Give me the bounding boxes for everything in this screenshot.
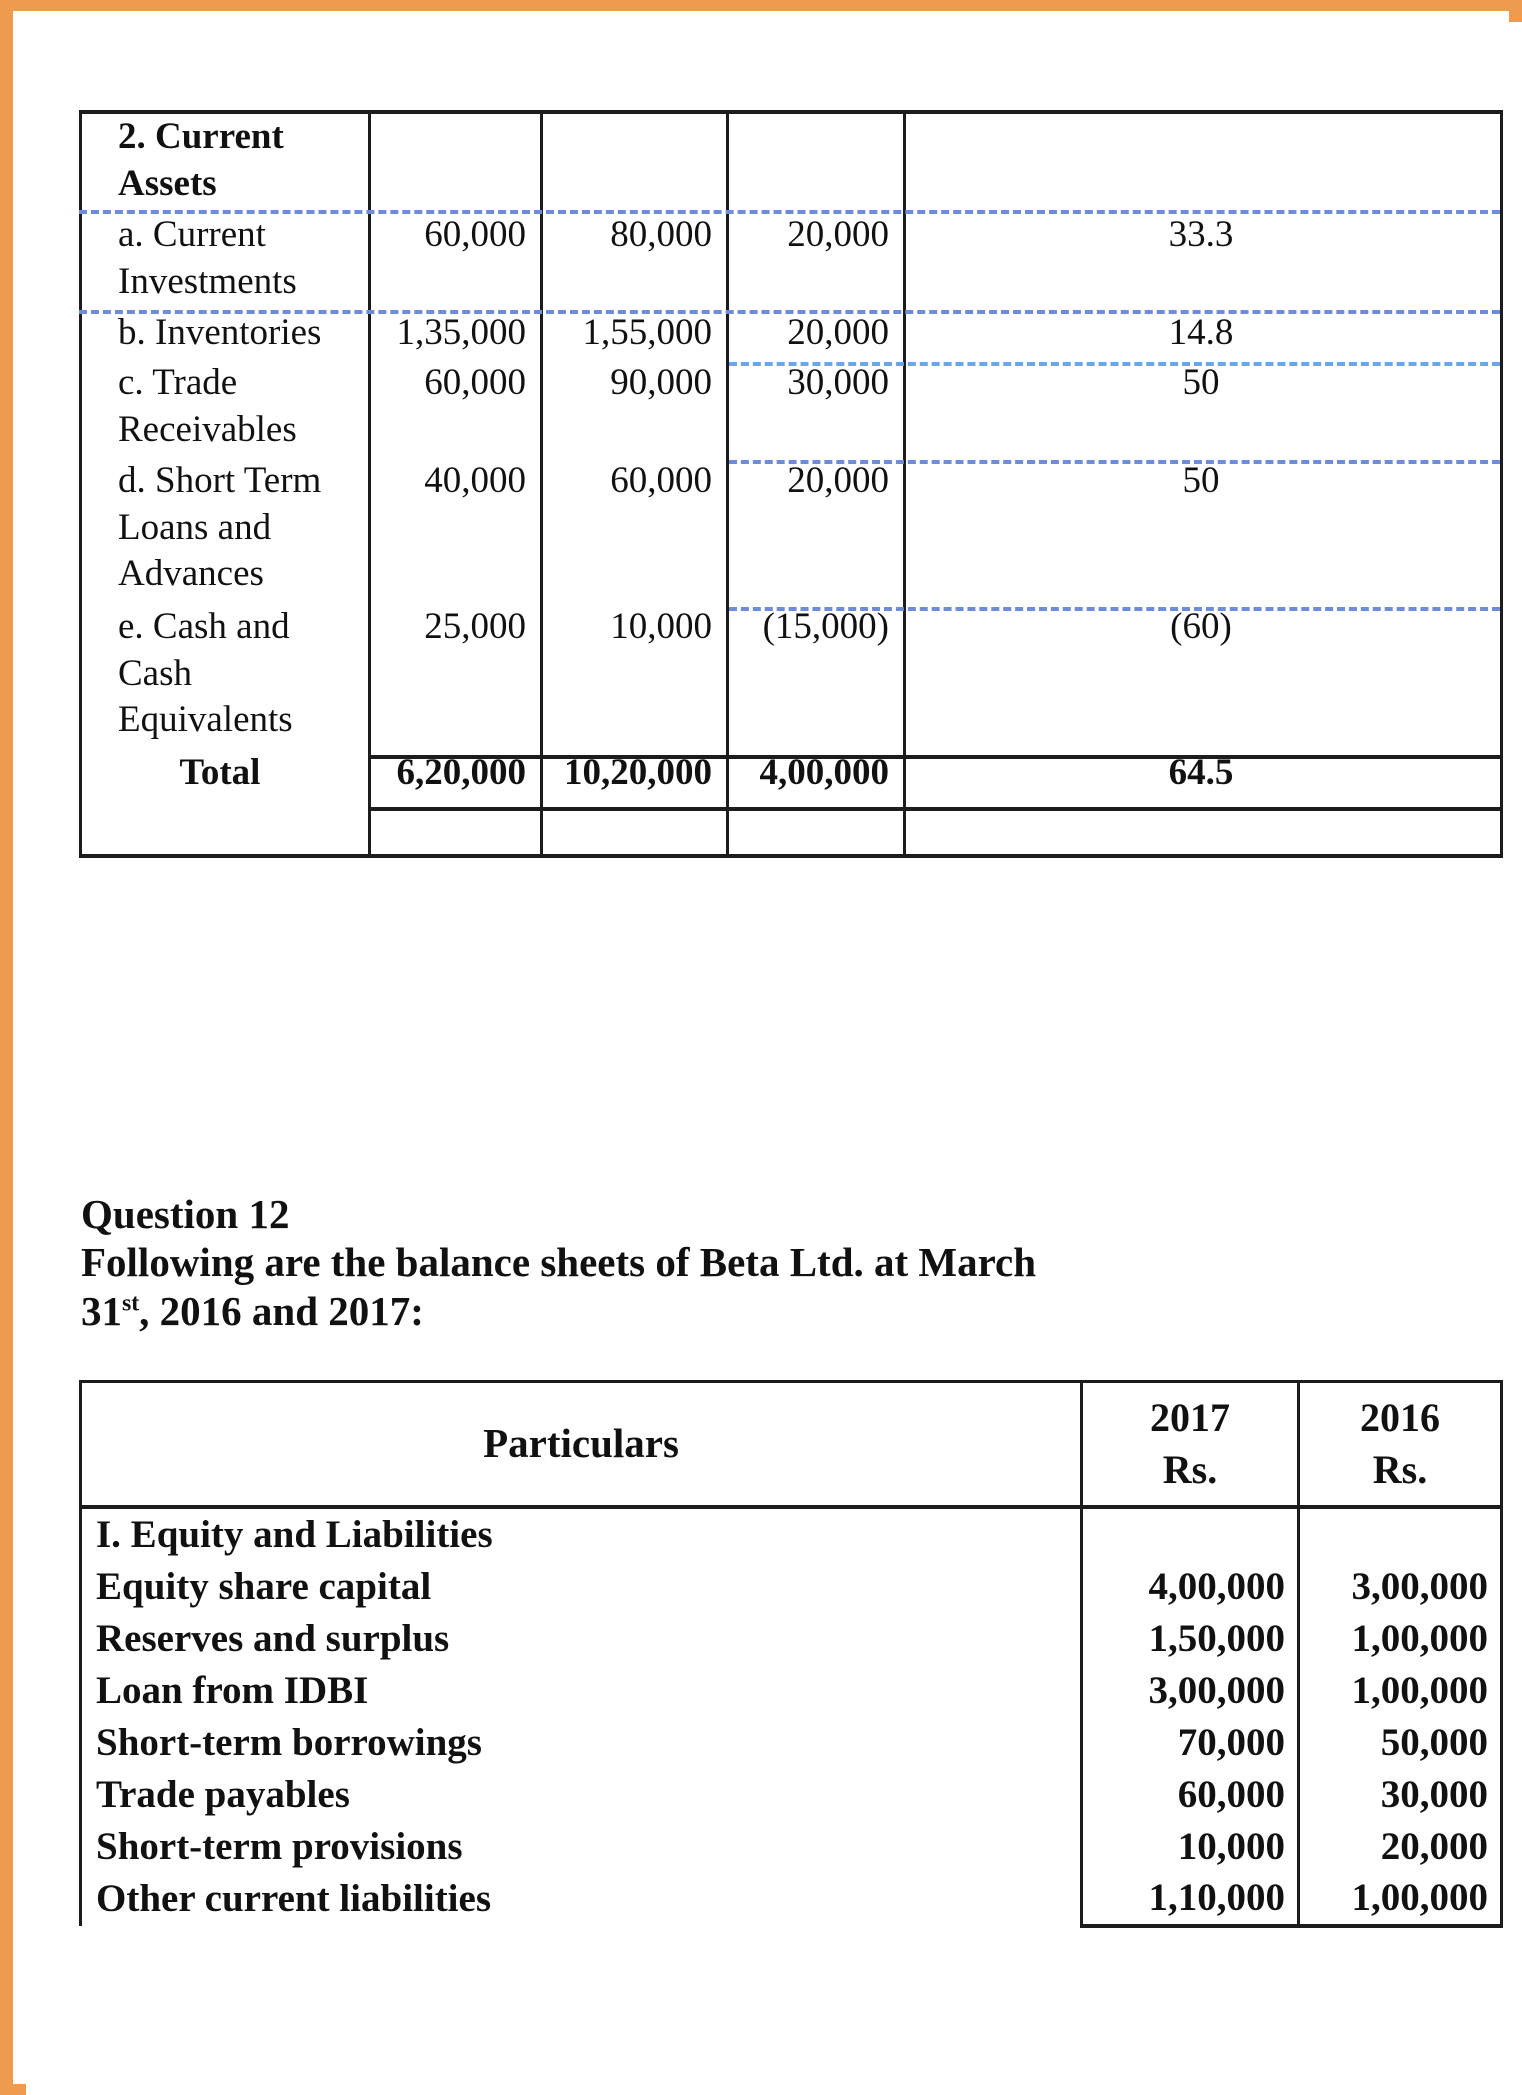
column-header-2016-year: 2016 bbox=[1360, 1395, 1440, 1440]
page-content bbox=[26, 22, 1522, 2095]
row-value-change: 30,000 bbox=[728, 360, 905, 458]
table-row bbox=[81, 458, 1502, 604]
row-value-prev: 25,000 bbox=[370, 604, 542, 750]
column-header-particulars: Particulars bbox=[81, 1382, 1082, 1508]
question-line-2 bbox=[81, 1287, 1481, 1335]
row-label: Trade payables bbox=[81, 1769, 1082, 1821]
column-header-2016 bbox=[1299, 1382, 1502, 1508]
table-row bbox=[81, 1665, 1502, 1717]
current-assets-table bbox=[79, 110, 1503, 858]
row-label: Short-term provisions bbox=[81, 1821, 1082, 1873]
current-assets-table-wrapper bbox=[79, 110, 1500, 793]
total-rule-bottom bbox=[368, 807, 1500, 811]
row-value-percent: 50 bbox=[905, 360, 1502, 458]
column-header-2017 bbox=[1082, 1382, 1299, 1508]
row-value-change: 20,000 bbox=[728, 458, 905, 604]
row-value-prev: 60,000 bbox=[370, 360, 542, 458]
empty-cell bbox=[905, 112, 1502, 212]
empty-cell bbox=[1082, 1507, 1299, 1561]
row-value-percent: 14.8 bbox=[905, 310, 1502, 360]
table-row bbox=[81, 1613, 1502, 1665]
row-label: c. Trade Receivables bbox=[81, 360, 370, 458]
row-value-change: (15,000) bbox=[728, 604, 905, 750]
row-value-2017: 60,000 bbox=[1082, 1769, 1299, 1821]
row-value-2017: 70,000 bbox=[1082, 1717, 1299, 1769]
row-value-curr: 60,000 bbox=[542, 458, 728, 604]
question-number: Question 12 bbox=[81, 1191, 290, 1237]
total-value-change: 4,00,000 bbox=[728, 750, 905, 802]
table-row bbox=[81, 1507, 1502, 1561]
row-value-2017: 1,10,000 bbox=[1082, 1873, 1299, 1926]
question-block bbox=[81, 1190, 1481, 1335]
empty-cell bbox=[542, 112, 728, 212]
row-value-2016: 1,00,000 bbox=[1299, 1665, 1502, 1717]
table-row bbox=[81, 604, 1502, 750]
row-value-change: 20,000 bbox=[728, 212, 905, 310]
table-row bbox=[81, 1873, 1502, 1926]
row-value-percent: 33.3 bbox=[905, 212, 1502, 310]
row-label: Loan from IDBI bbox=[81, 1665, 1082, 1717]
total-value-curr: 10,20,000 bbox=[542, 750, 728, 802]
empty-cell bbox=[370, 112, 542, 212]
column-header-2016-unit: Rs. bbox=[1372, 1447, 1428, 1492]
row-value-2017: 3,00,000 bbox=[1082, 1665, 1299, 1717]
row-value-2017: 10,000 bbox=[1082, 1821, 1299, 1873]
empty-cell bbox=[728, 112, 905, 212]
row-separator-dashed bbox=[79, 310, 1500, 314]
row-value-2016: 3,00,000 bbox=[1299, 1561, 1502, 1613]
table-row bbox=[81, 1717, 1502, 1769]
row-value-2016: 1,00,000 bbox=[1299, 1613, 1502, 1665]
total-label: Total bbox=[81, 750, 370, 802]
table-row bbox=[81, 1561, 1502, 1613]
table-row bbox=[81, 112, 1502, 212]
ordinal-suffix: st bbox=[122, 1290, 140, 1317]
row-separator-dashed bbox=[79, 210, 1500, 214]
row-label: Other current liabilities bbox=[81, 1873, 1082, 1926]
row-value-2016: 30,000 bbox=[1299, 1769, 1502, 1821]
question-line-2-post: , 2016 and 2017: bbox=[139, 1287, 424, 1334]
column-header-2017-year: 2017 bbox=[1150, 1395, 1230, 1440]
row-value-curr: 90,000 bbox=[542, 360, 728, 458]
row-value-2016: 20,000 bbox=[1299, 1821, 1502, 1873]
balance-sheet-table-wrapper bbox=[79, 1380, 1500, 1928]
row-value-2016: 1,00,000 bbox=[1299, 1873, 1502, 1926]
column-header-2017-unit: Rs. bbox=[1162, 1447, 1218, 1492]
balance-sheet-table bbox=[79, 1380, 1503, 1928]
empty-cell bbox=[1299, 1507, 1502, 1561]
row-label: Equity share capital bbox=[81, 1561, 1082, 1613]
row-value-percent: 50 bbox=[905, 458, 1502, 604]
empty-cell bbox=[81, 802, 370, 856]
row-value-curr: 10,000 bbox=[542, 604, 728, 750]
row-value-change: 20,000 bbox=[728, 310, 905, 360]
total-rule-top bbox=[368, 755, 1500, 759]
row-label: Reserves and surplus bbox=[81, 1613, 1082, 1665]
row-label: e. Cash and Cash Equivalents bbox=[81, 604, 370, 750]
question-line-1: Following are the balance sheets of Beta Ltd. at March bbox=[81, 1239, 1037, 1286]
row-label: d. Short Term Loans and Advances bbox=[81, 458, 370, 604]
row-separator-dashed bbox=[729, 362, 1500, 366]
section-heading-current-assets: 2. Current Assets bbox=[81, 112, 370, 212]
table-row bbox=[81, 212, 1502, 310]
row-label: a. Current Investments bbox=[81, 212, 370, 310]
row-value-2017: 1,50,000 bbox=[1082, 1613, 1299, 1665]
table-row bbox=[81, 360, 1502, 458]
row-value-curr: 80,000 bbox=[542, 212, 728, 310]
row-value-prev: 40,000 bbox=[370, 458, 542, 604]
row-value-2017: 4,00,000 bbox=[1082, 1561, 1299, 1613]
row-value-2016: 50,000 bbox=[1299, 1717, 1502, 1769]
row-value-percent: (60) bbox=[905, 604, 1502, 750]
row-separator-dashed bbox=[729, 607, 1500, 611]
section-heading-equity-liabilities: I. Equity and Liabilities bbox=[81, 1507, 1082, 1561]
question-line-2-pre: 31 bbox=[81, 1287, 122, 1334]
row-value-prev: 60,000 bbox=[370, 212, 542, 310]
table-row bbox=[81, 1769, 1502, 1821]
table-header-row bbox=[81, 1382, 1502, 1508]
table-row bbox=[81, 1821, 1502, 1873]
table-row bbox=[81, 310, 1502, 360]
total-value-percent: 64.5 bbox=[905, 750, 1502, 802]
row-label: Short-term borrowings bbox=[81, 1717, 1082, 1769]
row-value-curr: 1,55,000 bbox=[542, 310, 728, 360]
row-label: b. Inventories bbox=[81, 310, 370, 360]
total-value-prev: 6,20,000 bbox=[370, 750, 542, 802]
row-value-prev: 1,35,000 bbox=[370, 310, 542, 360]
row-separator-dashed bbox=[729, 460, 1500, 464]
